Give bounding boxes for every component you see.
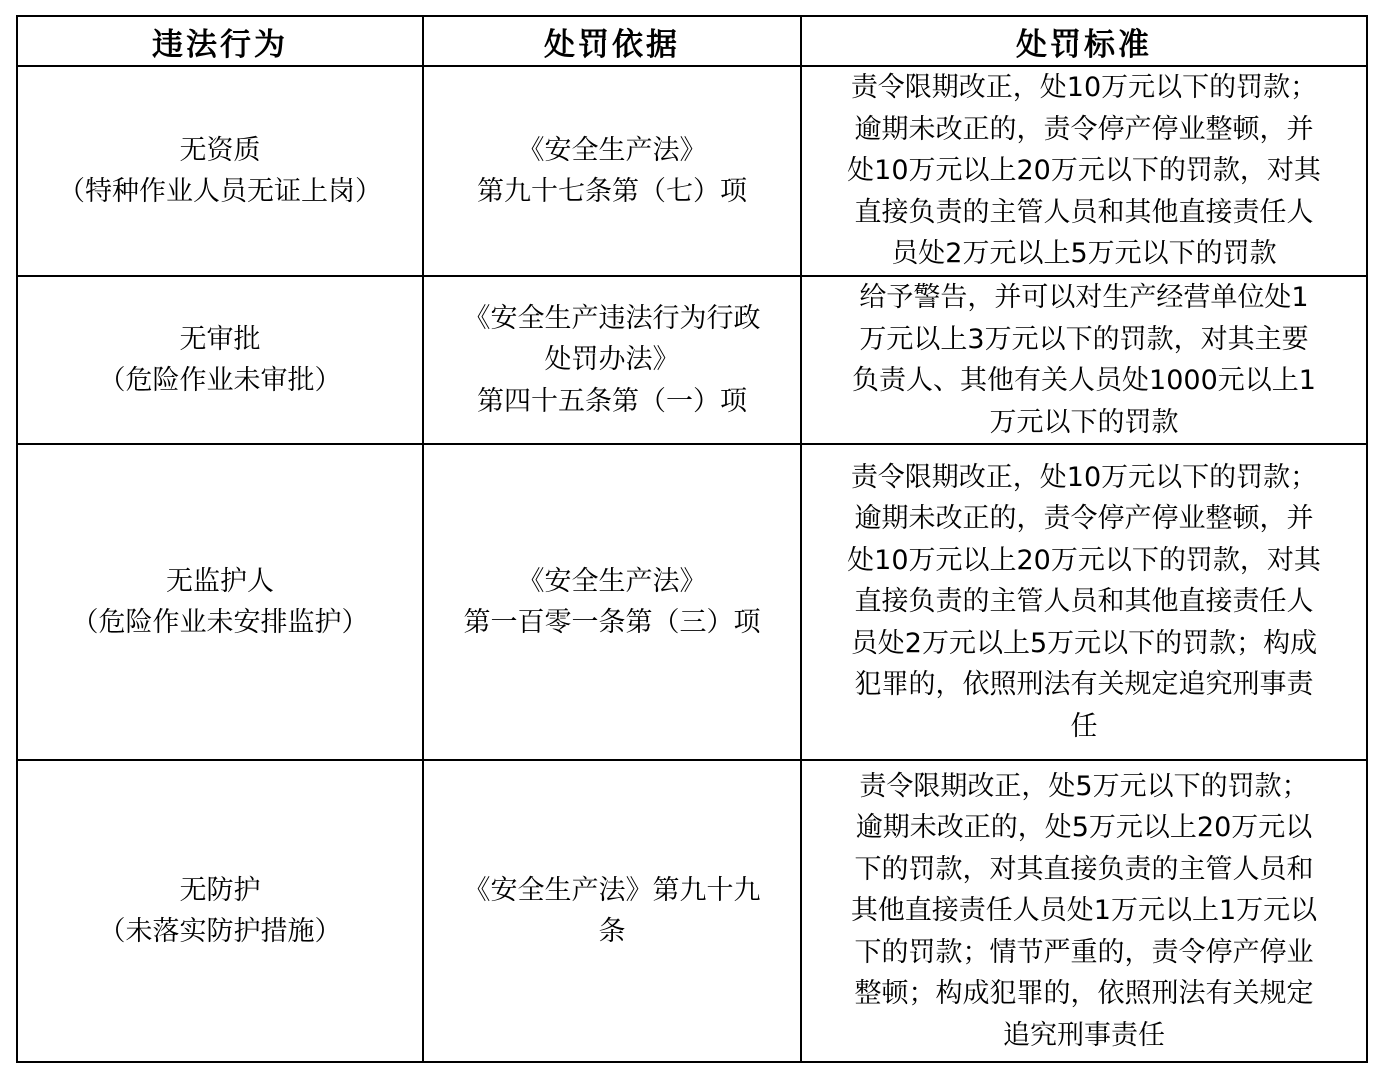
standard-line: 逾期未改正的，责令停产停业整顿，并 [854, 113, 1314, 145]
table-row [17, 66, 1367, 276]
standard-line: 万元以下的罚款 [989, 406, 1179, 438]
standard-line: 直接负责的主管人员和其他直接责任人 [854, 196, 1314, 228]
standard-line: 员处2万元以上5万元以下的罚款；构成 [850, 627, 1318, 659]
header-row [17, 16, 1367, 66]
standard-line: 逾期未改正的，责令停产停业整顿，并 [854, 503, 1314, 535]
standard-line: 负责人、其他有关人员处1000元以上1 [852, 365, 1316, 396]
standard-cell [801, 276, 1367, 444]
basis-cell [423, 760, 801, 1062]
behavior-cell [17, 66, 423, 276]
behavior-detail: （危险作业未审批） [98, 365, 342, 396]
standard-line: 员处2万元以上5万元以下的罚款 [891, 238, 1277, 270]
behavior-cell [17, 276, 423, 444]
standard-line: 责令限期改正，处5万元以下的罚款； [859, 770, 1309, 802]
behavior-detail: （特种作业人员无证上岗） [58, 176, 382, 207]
basis-line: 条 [598, 916, 626, 947]
standard-cell [801, 66, 1367, 276]
standard-line: 责令限期改正，处10万元以下的罚款； [850, 461, 1318, 493]
standard-line: 其他直接责任人员处1万元以上1万元以 [850, 895, 1318, 927]
standard-line: 追究刑事责任 [1003, 1019, 1165, 1051]
standard-line: 处10万元以上20万元以下的罚款，对其 [847, 155, 1321, 187]
standard-line: 给予警告，并可以对生产经营单位处1 [859, 282, 1309, 313]
basis-line: 第四十五条第（一）项 [477, 385, 747, 417]
behavior-title: 无审批 [179, 323, 261, 355]
behavior-title: 无监护人 [166, 565, 274, 597]
standard-line: 下的罚款；情节严重的，责令停产停业 [854, 936, 1314, 968]
basis-line: 第九十七条第（七）项 [477, 176, 747, 207]
standard-line: 万元以上3万元以下的罚款，对其主要 [859, 323, 1309, 355]
basis-line: 《安全生产法》第九十九 [463, 874, 761, 906]
behavior-cell [17, 760, 423, 1062]
standard-line: 任 [1070, 710, 1098, 742]
penalty-table [16, 15, 1368, 1063]
behavior-title: 无资质 [179, 134, 261, 166]
table-row [17, 760, 1367, 1062]
table-row [17, 444, 1367, 760]
basis-line: 《安全生产违法行为行政 [463, 302, 761, 334]
basis-line: 处罚办法》 [544, 344, 680, 376]
basis-line: 《安全生产法》 [517, 565, 707, 597]
basis-line: 第一百零一条第（三）项 [463, 607, 761, 638]
basis-line: 《安全生产法》 [517, 134, 707, 166]
standard-line: 责令限期改正，处10万元以下的罚款； [850, 72, 1318, 104]
standard-line: 处10万元以上20万元以下的罚款，对其 [847, 544, 1321, 576]
behavior-detail: （危险作业未安排监护） [71, 607, 369, 638]
behavior-title: 无防护 [179, 874, 261, 906]
standard-line: 直接负责的主管人员和其他直接责任人 [854, 586, 1314, 618]
basis-cell [423, 444, 801, 760]
standard-line: 下的罚款，对其直接负责的主管人员和 [854, 853, 1314, 885]
behavior-detail: （未落实防护措施） [98, 916, 342, 947]
standard-line: 犯罪的，依照刑法有关规定追究刑事责 [854, 669, 1314, 701]
header-behavior: 违法行为 [17, 16, 423, 66]
standard-line: 整顿；构成犯罪的，依照刑法有关规定 [854, 978, 1314, 1010]
header-standard: 处罚标准 [801, 16, 1367, 66]
standard-line: 逾期未改正的，处5万元以上20万元以 [855, 812, 1313, 844]
table-row [17, 276, 1367, 444]
header-basis: 处罚依据 [423, 16, 801, 66]
standard-cell [801, 760, 1367, 1062]
behavior-cell [17, 444, 423, 760]
standard-cell [801, 444, 1367, 760]
basis-cell [423, 276, 801, 444]
basis-cell [423, 66, 801, 276]
